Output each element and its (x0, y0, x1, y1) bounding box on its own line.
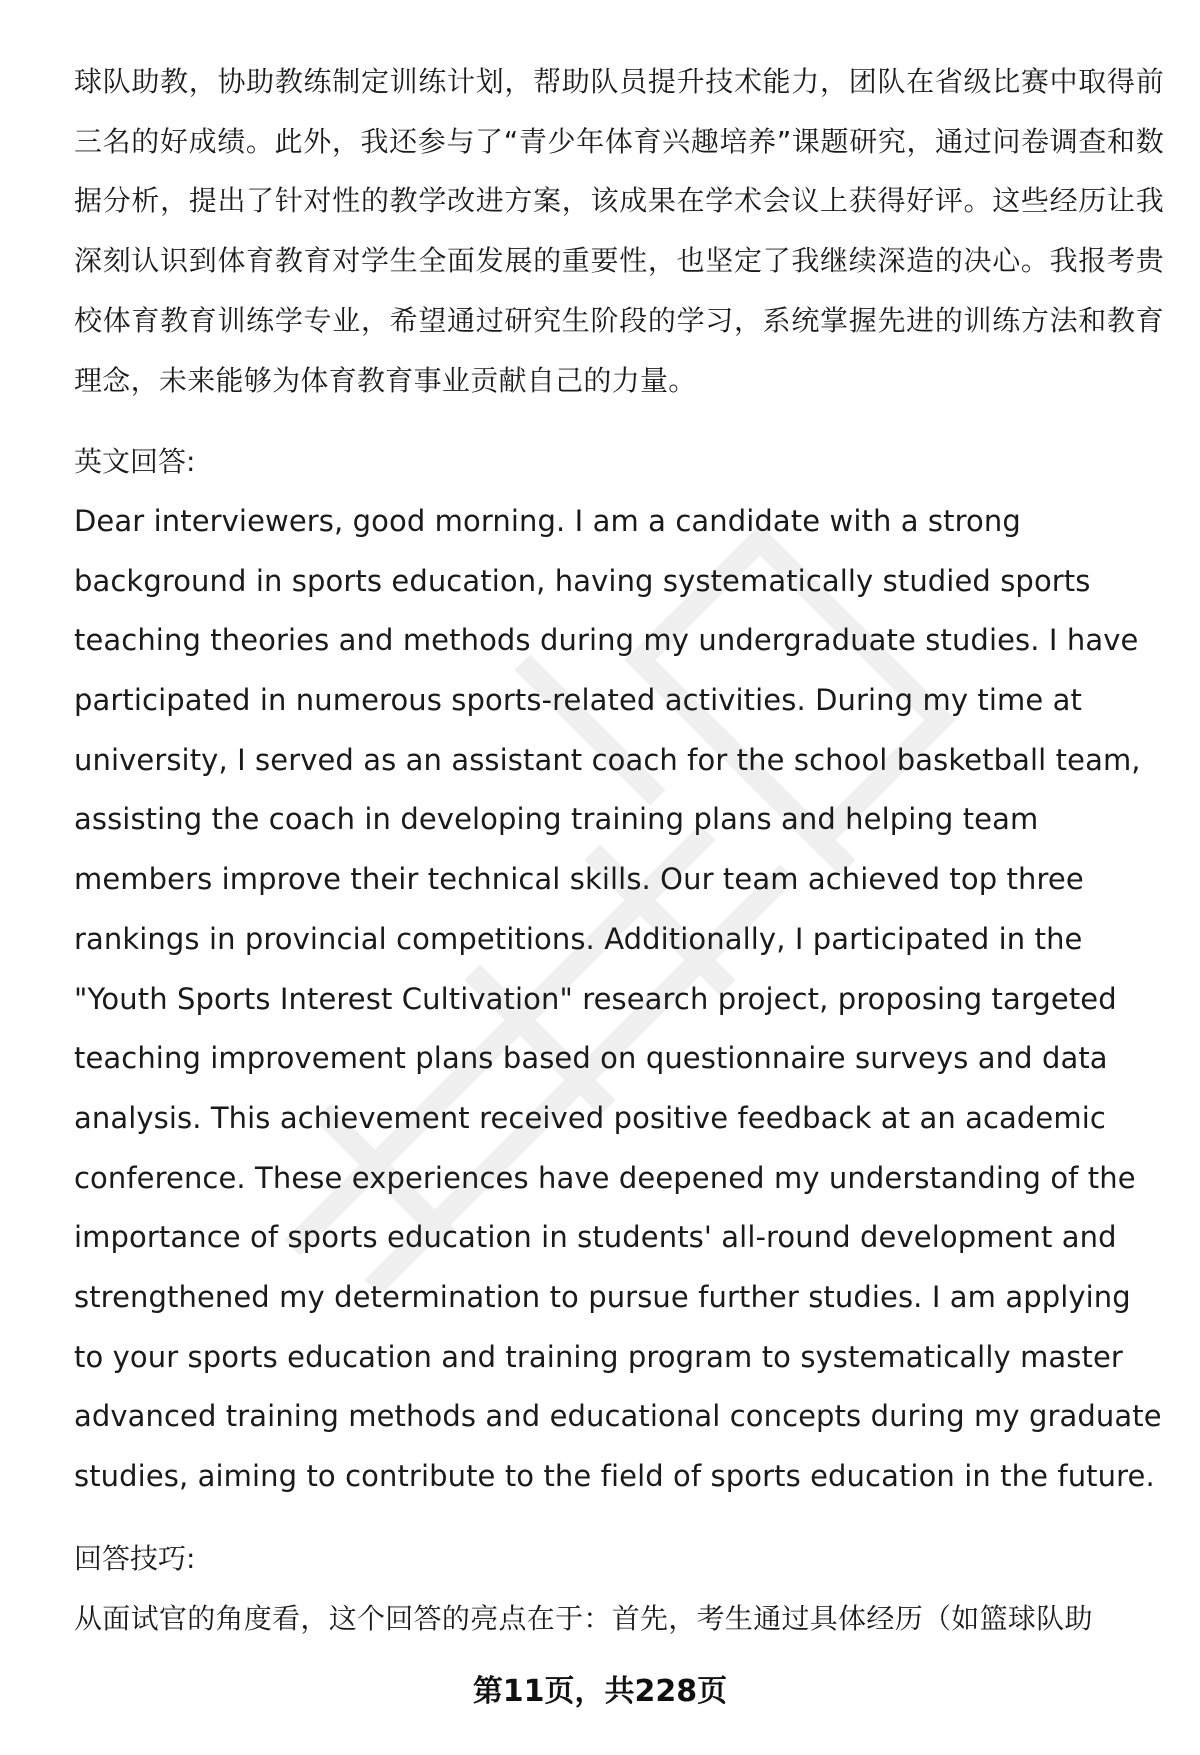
spacer (74, 1507, 1164, 1529)
english-answer-label: 英文回答: (74, 445, 196, 479)
answer-tips-label: 回答技巧: (74, 1541, 196, 1575)
english-answer-paragraph: Dear interviewers, good morning. I am a candidate with a strong background in sports education, having systematically studied sports teaching theories and methods during my undergraduate studies. I have participated in numerous sports-related activities. During my time at university, I served as an assistant coach for the school basketball team, assisting the coach in developing training plans and helping team members improve their technical skills. Our team achieved top three rankings in provincial competitions. Additionally, I participated in the "Youth Sports Interest Cultivation" research project, proposing targeted teaching improvement plans based on questionnaire surveys and data analysis. This achievement received positive feedback at an academic conference. These experiences have deepened my understanding of the importance of sports education in students' all-round development and strengthened my determination to pursue further studies. I am applying to your sports education and training program to systematically master advanced training methods and educational concepts during my graduate studies, aiming to contribute to the field of sports education in the future. (74, 503, 1162, 1494)
chinese-answer-paragraph: 球队助教，协助教练制定训练计划，帮助队员提升技术能力，团队在省级比赛中取得前三名的好成绩。此外，我还参与了“青少年体育兴趣培养”课题研究，通过问卷调查和数据分析，提出了针对性的教学改进方案，该成果在学术会议上获得好评。这些经历让我深刻认识到体育教育对学生全面发展的重要性，也坚定了我继续深造的决心。我报考贵校体育教育训练学专业，希望通过研究生阶段的学习，系统掌握先进的训练方法和教育理念，未来能够为体育教育事业贡献自己的力量。 (74, 65, 1164, 397)
answer-tips-paragraph: 从面试官的角度看，这个回答的亮点在于：首先，考生通过具体经历（如篮球队助 (74, 1601, 1093, 1635)
spacer (74, 410, 1164, 432)
page-content (74, 52, 1164, 1648)
page-number: 第11页，共228页 (472, 1674, 728, 1709)
